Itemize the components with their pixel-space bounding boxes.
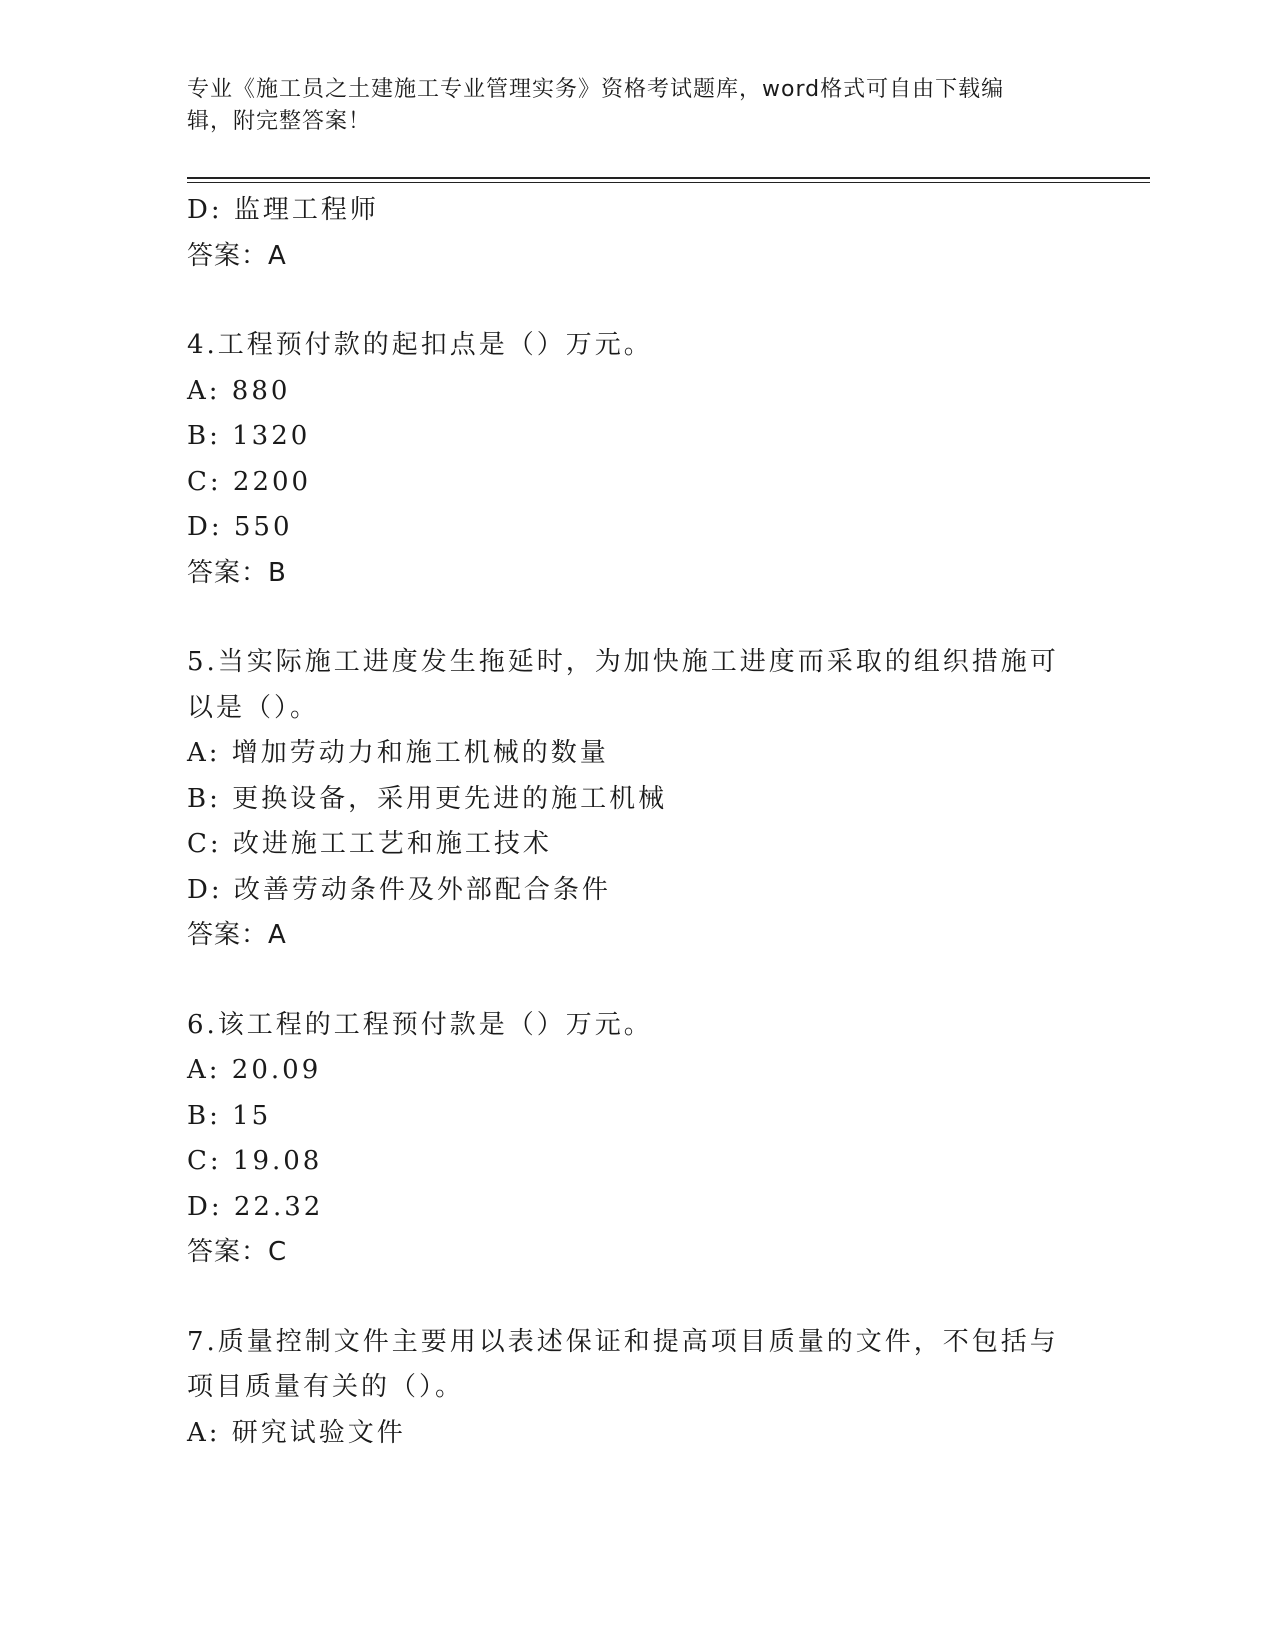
- option-c: C: 2200: [187, 466, 312, 497]
- option-c: C: 改进施工工艺和施工技术: [187, 829, 552, 859]
- option-b: B: 更换设备，采用更先进的施工机械: [187, 783, 668, 814]
- option-d: D: 22.32: [187, 1191, 324, 1222]
- question-block: [187, 1003, 1087, 1276]
- page-header: [187, 74, 1067, 138]
- option-b: B: 1320: [187, 421, 311, 451]
- question-text-continued: 项目质量有关的（）。: [187, 1372, 465, 1402]
- answer-line: 答案：C: [187, 1237, 288, 1267]
- option-a: A: 增加劳动力和施工机械的数量: [187, 738, 609, 768]
- option-d: D: 550: [187, 512, 293, 542]
- option-a: A: 研究试验文件: [187, 1417, 406, 1448]
- answer-line: 答案：A: [187, 920, 287, 950]
- option-a: A: 20.09: [187, 1055, 322, 1085]
- question-text: 6.该工程的工程预付款是（）万元。: [187, 1009, 653, 1040]
- answer-line: 答案：A: [187, 240, 287, 271]
- question-text: 7.质量控制文件主要用以表述保证和提高项目质量的文件，不包括与: [187, 1326, 1059, 1357]
- option-c: C: 19.08: [187, 1146, 323, 1176]
- header-divider-thick: [187, 177, 1150, 179]
- option-d: D: 监理工程师: [187, 195, 379, 225]
- question-block: [187, 640, 1087, 959]
- option-a: A: 880: [187, 375, 291, 406]
- question-list: [187, 188, 1087, 1456]
- question-text: 4.工程预付款的起扣点是（）万元。: [187, 330, 653, 360]
- header-divider-thin: [187, 182, 1150, 183]
- option-d: D: 改善劳动条件及外部配合条件: [187, 874, 611, 905]
- header-title-line-1: 专业《施工员之土建施工专业管理实务》资格考试题库，word格式可自由下载编: [187, 77, 1005, 102]
- option-b: B: 15: [187, 1100, 272, 1131]
- question-text-continued: 以是（）。: [187, 692, 320, 723]
- question-block: [187, 323, 1087, 596]
- answer-line: 答案：B: [187, 557, 287, 588]
- question-block: [187, 1320, 1087, 1457]
- header-title-line-2: 辑，附完整答案！: [187, 109, 372, 134]
- question-text: 5.当实际施工进度发生拖延时，为加快施工进度而采取的组织措施可: [187, 647, 1059, 677]
